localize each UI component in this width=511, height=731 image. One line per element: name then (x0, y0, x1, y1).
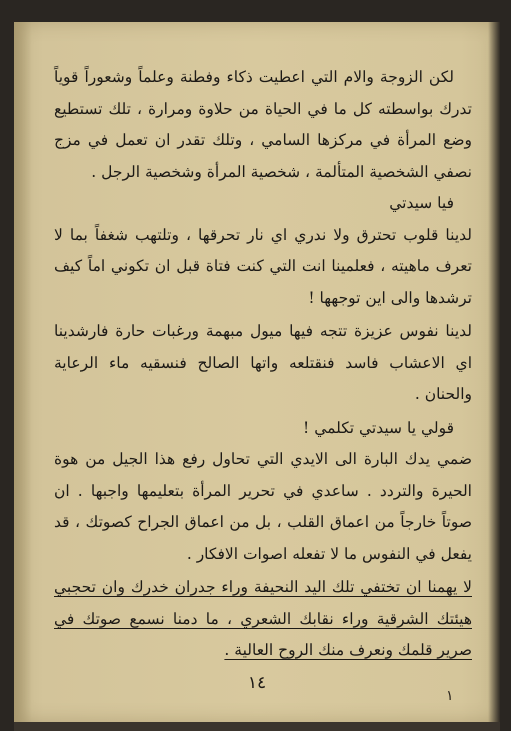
paragraph-address: فيا سيدتي (389, 194, 454, 212)
paragraph-exclamation: قولي يا سيدتي تكلمي ! (303, 418, 454, 437)
page-edge-shadow (488, 22, 500, 722)
signature-mark: ١ (446, 688, 454, 704)
paragraph-2: لدينا قلوب تحترق ولا ندري اي نار تحرقها ، وتلتهب شغفاً بما لا تعرف ماهيته ، فعلمينا انت التي كنت فتاة قبل ان تكوني اماً كيف ترشدها والى اين توجهها ! (54, 225, 472, 307)
paragraph-3: لدينا نفوس عزيزة تتجه فيها ميول مبهمة ورغبات حارة فارشدينا اي الاعشاب فاسد فنقتلعه واتها الصالح فنسقيه ماء الرعاية والحنان . (54, 322, 472, 403)
paragraph-4: ضمي يدك البارة الى الايدي التي تحاول رفع هذا الجيل من هوة الحيرة والتردد . ساعدي في تحرير المرأة بتعليمها واجبها . ان صوتاً خارجاً من اعماق القلب ، بل من اعماق الجراح كصوتك ، قد يفعل في النفوس ما لا تفعله اصوات الافكار . (54, 450, 472, 563)
scan-bottom-border (14, 722, 500, 731)
page-number: ١٤ (247, 673, 267, 693)
page-body-text (54, 62, 472, 667)
book-page (14, 22, 500, 722)
paragraph-5-underlined: لا يهمنا ان تختفي تلك اليد النحيفة وراء جدران خدرك وان تحجبي هيئتك الشرقية وراء نقابك الشعري ، ما دمنا نسمع صوتك في صرير قلمك ونعرف منك الروح العالية . (54, 578, 472, 659)
page-gutter-shadow (14, 22, 32, 722)
paragraph-1: لكن الزوجة والام التي اعطيت ذكاء وفطنة وعلماً وشعوراً قوياً تدرك بواسطته كل ما في الحياة من حلاوة ومرارة ، تلك تستطيع وضع المرأة في مركزها السامي ، وتلك تقدر ان تعمل في مزج نصفي الشخصية المتألمة ، شخصية المرأة وشخصية الرجل . (54, 68, 472, 181)
